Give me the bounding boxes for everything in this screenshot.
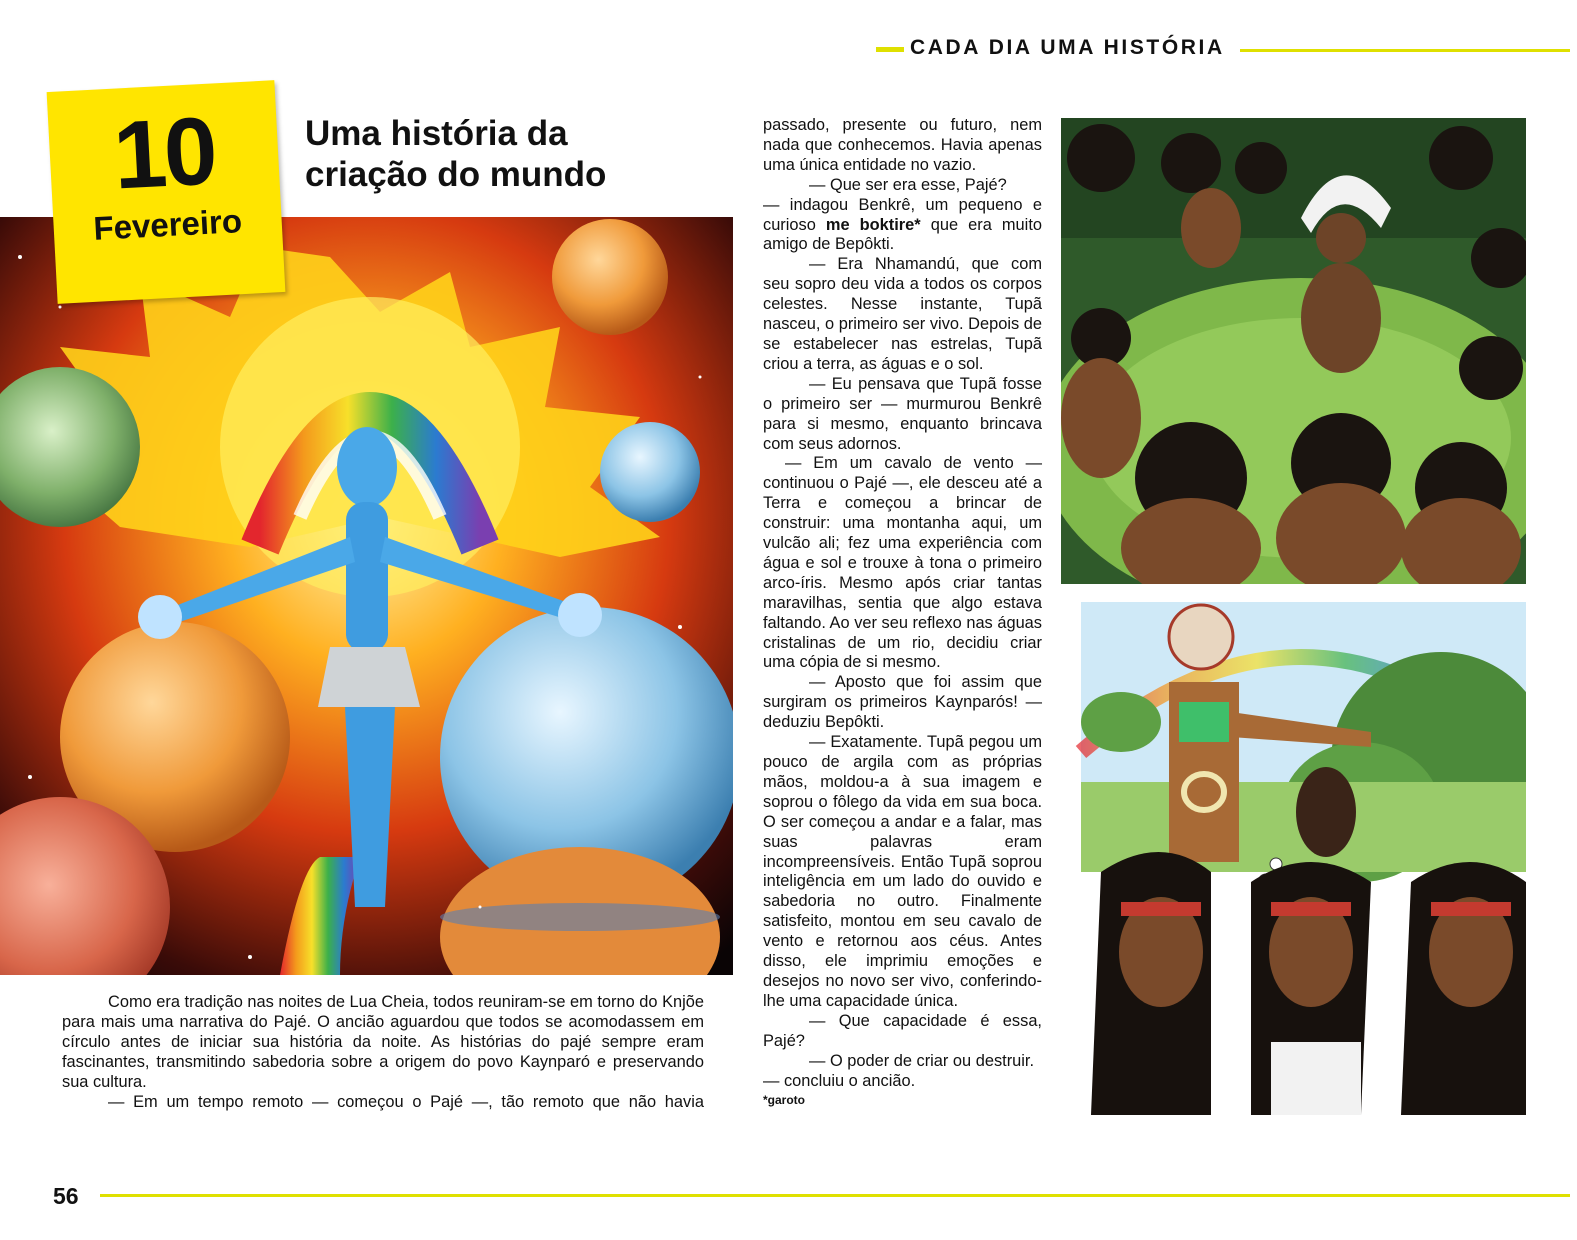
paragraph [763, 196, 1042, 256]
story-title-line2: criação do mundo [305, 155, 607, 194]
storytelling-circle-illustration [1061, 118, 1526, 584]
header-rule [1240, 49, 1570, 52]
paragraph: — Em um cavalo de vento — continuou o Pajé —, ele desceu até a Terra e começou a brincar de construir: uma montanha aqui, um vulcão ali; fez uma experiência com água e sol e trouxe à tona o primeiro arco-íris. Mesmo após criar tantas maravilhas, sentia que algo estava faltando. Ao ver seu reflexo nas águas cristalinas de um rio, decidiu criar uma cópia de si mesmo. [763, 454, 1042, 672]
date-month: Fevereiro [92, 202, 243, 247]
tupa-creation-illustration [1061, 602, 1526, 1115]
left-column-text [62, 993, 704, 1112]
middle-column-text [763, 116, 1042, 1091]
dialogue-text: que era muito amigo de Bepôkti. [763, 215, 1042, 254]
header-accent-line [876, 47, 904, 52]
paragraph: — O poder de criar ou destruir. [809, 1051, 1035, 1070]
footer-rule [100, 1194, 1570, 1197]
story-title-line1: Uma história da [305, 114, 568, 153]
paragraph: — Que ser era esse, Pajé? [809, 175, 1007, 194]
dialogue-text: — indagou Benkrê, um pequeno e curioso [763, 195, 1042, 234]
paragraph: — Era Nhamandú, que com seu sopro deu vida a todos os corpos celestes. Nesse instante, Tupã nasceu, o primeiro ser vivo. Depois de se estabelecer nas estrelas, Tupã criou a terra, as águas e o sol. [763, 255, 1042, 373]
date-day: 10 [110, 97, 218, 210]
date-badge [47, 80, 286, 304]
glossary-term: me boktire* [825, 215, 921, 234]
paragraph: Como era tradição nas noites de Lua Cheia, todos reuniram-se em torno do Knjõe para mais uma narrativa do Pajé. O ancião aguardou que todos se acomodassem em círculo antes de iniciar sua história da noite. As histórias do pajé sempre eram fascinantes, transmitindo sabedoria sobre a origem do povo Kaynparó e preservando sua cultura. [62, 993, 704, 1091]
cosmic-creation-illustration [0, 217, 733, 975]
paragraph: — Exatamente. Tupã pegou um pouco de argila com as próprias mãos, moldou-a à sua imagem e soprou o fôlego da vida em sua boca. O ser começou a andar e a falar, mas suas palavras eram incompreensíveis. Então Tupã soprou inteligência em um lado do ouvido e sabedoria no outro. Finalmente satisfeito, montou em seu cavalo de vento e retornou aos céus. Antes disso, ele imprimiu emoções e desejos no novo ser vivo, conferindo-lhe uma capacidade única. [763, 733, 1042, 1010]
page-number: 56 [53, 1183, 79, 1209]
paragraph: — Que capacidade é essa, Pajé? [763, 1011, 1042, 1050]
paragraph: — Eu pensava que Tupã fosse o primeiro ser — murmurou Benkrê para si mesmo, enquanto brincava com seus adornos. [763, 374, 1042, 453]
story-title [305, 113, 635, 195]
section-title: CADA DIA UMA HISTÓRIA [910, 36, 1225, 59]
paragraph: — Aposto que foi assim que surgiram os primeiros Kaynparós! — deduziu Bepôkti. [763, 673, 1042, 732]
paragraph: passado, presente ou futuro, nem nada que conhecemos. Havia apenas uma única entidade no vazio. [763, 116, 1042, 174]
paragraph: — Em um tempo remoto — começou o Pajé —, tão remoto que não havia [108, 1092, 704, 1111]
footnote: *garoto [763, 1093, 805, 1107]
paragraph: — concluiu o ancião. [763, 1071, 916, 1090]
